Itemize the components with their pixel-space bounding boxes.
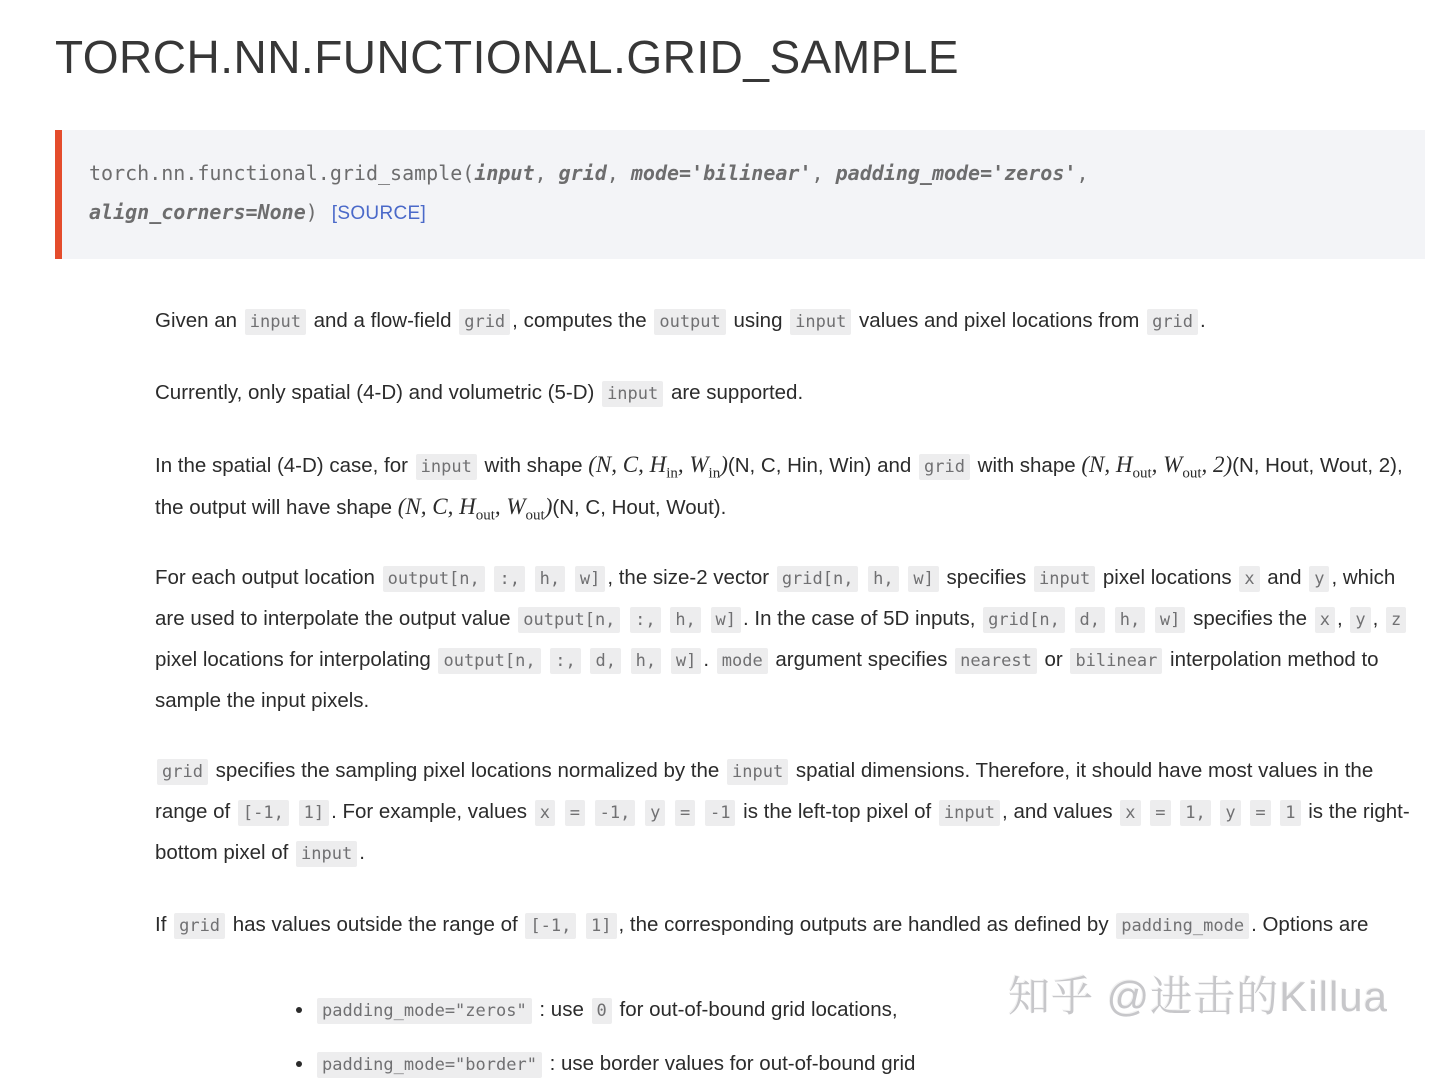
padding-mode-options-list bbox=[155, 990, 1422, 1085]
inline-code: input bbox=[416, 454, 477, 480]
inline-code: y bbox=[1350, 607, 1370, 633]
inline-code: output[n, bbox=[518, 607, 620, 633]
list-item: • padding_mode="border" : use border values for out-of-bound grid bbox=[315, 1044, 1422, 1085]
source-link[interactable]: [SOURCE] bbox=[331, 203, 427, 224]
paragraph: For each output location output[n, :, h, w] , the size-2 vector grid[n, h, w] specifies input pixel locations x and y , which are used to interpolate the output value output[n, :, h, w] . In the case of 5D inputs, grid[n, d, h, w] specifies the x , y , z pixel locations for interpolating output[n, :, d, h, w] . mode argument specifies nearest or bilinear interpolation method to sample the input pixels. bbox=[155, 558, 1422, 720]
inline-code: output bbox=[654, 309, 725, 335]
inline-code: 1] bbox=[299, 800, 329, 826]
signature-param: padding_mode='zeros' bbox=[835, 161, 1077, 185]
inline-code: 1 bbox=[1280, 800, 1300, 826]
inline-code: :, bbox=[494, 566, 524, 592]
inline-code: x bbox=[1239, 566, 1259, 592]
inline-code: [-1, bbox=[525, 913, 576, 939]
inline-code: grid bbox=[174, 913, 225, 939]
signature-param: align_corners=None bbox=[89, 200, 306, 224]
doc-body bbox=[155, 301, 1422, 1085]
paragraph: If grid has values outside the range of [-1, 1] , the corresponding outputs are handled as defined by padding_mode . Options are bbox=[155, 905, 1422, 946]
function-name: torch.nn.functional.grid_sample( bbox=[89, 161, 475, 185]
inline-code: -1, bbox=[595, 800, 636, 826]
inline-code: input bbox=[245, 309, 306, 335]
inline-code: :, bbox=[630, 607, 660, 633]
inline-code: 1, bbox=[1180, 800, 1210, 826]
math-expression: (N, $H_{out}$, $W_{out}$, 2) bbox=[1081, 452, 1233, 482]
watermark: 知乎 @进击的Killua bbox=[1008, 973, 1389, 1020]
inline-code: grid bbox=[459, 309, 510, 335]
function-signature-box bbox=[55, 130, 1425, 259]
list-item: • padding_mode="zeros" : use 0 for out-of-bound grid locations, bbox=[315, 990, 1422, 1031]
paragraph: Currently, only spatial (4-D) and volumetric (5-D) input are supported. bbox=[155, 373, 1422, 414]
inline-code: 1] bbox=[586, 913, 616, 939]
inline-code: d, bbox=[590, 648, 620, 674]
inline-code: input bbox=[939, 800, 1000, 826]
paragraph: In the spatial (4-D) case, for input with shape (N, C, $H_{in}$, $W_{in})(N$, C, Hin, Win) and grid with shape (N, $H_{out}$, $W_{out}$, 2)(N, Hout, Wout, 2), the output will have shape (N, C, $H_{out}$, $W_{out})(N$, C, Hout, Wout). bbox=[155, 452, 1403, 524]
inline-code: h, bbox=[1115, 607, 1145, 633]
inline-code: input bbox=[602, 381, 663, 407]
inline-code: h, bbox=[670, 607, 700, 633]
inline-code: w] bbox=[671, 648, 701, 674]
inline-code: = bbox=[675, 800, 695, 826]
inline-code: = bbox=[565, 800, 585, 826]
paragraph: Given an input and a flow-field grid , computes the output using input values and pixel locations from grid . bbox=[155, 301, 1422, 342]
inline-code: w] bbox=[908, 566, 938, 592]
inline-code: input bbox=[1034, 566, 1095, 592]
inline-code: nearest bbox=[955, 648, 1037, 674]
inline-code: :, bbox=[550, 648, 580, 674]
inline-code: x bbox=[1315, 607, 1335, 633]
inline-code: bilinear bbox=[1070, 648, 1162, 674]
inline-code: grid bbox=[919, 454, 970, 480]
inline-code: input bbox=[727, 759, 788, 785]
inline-code: y bbox=[1309, 566, 1329, 592]
inline-code: x bbox=[535, 800, 555, 826]
inline-code: h, bbox=[868, 566, 898, 592]
inline-code: padding_mode="border" bbox=[317, 1052, 542, 1078]
inline-code: grid[n, bbox=[983, 607, 1065, 633]
inline-code: output[n, bbox=[383, 566, 485, 592]
signature-param: mode='bilinear' bbox=[630, 161, 812, 185]
inline-code: y bbox=[1220, 800, 1240, 826]
inline-code: grid[n, bbox=[777, 566, 859, 592]
inline-code: padding_mode="zeros" bbox=[317, 998, 532, 1024]
paragraphs-container bbox=[155, 301, 1422, 946]
function-signature: torch.nn.functional.grid_sample(input, grid, mode='bilinear', padding_mode='zeros', align_corners=None) [SOURCE] bbox=[89, 161, 1089, 224]
inline-code: y bbox=[645, 800, 665, 826]
inline-code: input bbox=[790, 309, 851, 335]
inline-code: z bbox=[1386, 607, 1406, 633]
paragraph: grid specifies the sampling pixel locations normalized by the input spatial dimensions. Therefore, it should have most values in the range of [-1, 1] . For example, values x = -1, y = -1 is the left-top pixel of input , and values x = 1, y = 1 is the right-bottom pixel of input . bbox=[155, 751, 1422, 874]
signature-param: grid bbox=[558, 161, 607, 185]
inline-code: = bbox=[1150, 800, 1170, 826]
inline-code: -1 bbox=[705, 800, 735, 826]
inline-code: mode bbox=[717, 648, 768, 674]
inline-code: [-1, bbox=[238, 800, 289, 826]
inline-code: grid bbox=[157, 759, 208, 785]
page-title: TORCH.NN.FUNCTIONAL.GRID_SAMPLE bbox=[55, 31, 960, 83]
inline-code: d, bbox=[1075, 607, 1105, 633]
inline-code: output[n, bbox=[438, 648, 540, 674]
inline-code: h, bbox=[631, 648, 661, 674]
math-expression: (N, C, $H_{out}$, $W_{out}$) bbox=[397, 494, 553, 524]
inline-code: x bbox=[1120, 800, 1140, 826]
inline-code: input bbox=[296, 841, 357, 867]
inline-code: = bbox=[1250, 800, 1270, 826]
inline-code: w] bbox=[711, 607, 741, 633]
inline-code: w] bbox=[575, 566, 605, 592]
inline-code: h, bbox=[535, 566, 565, 592]
inline-code: grid bbox=[1147, 309, 1198, 335]
inline-code: padding_mode bbox=[1116, 913, 1249, 939]
math-expression: (N, C, $H_{in}$, $W_{in}$) bbox=[588, 452, 728, 482]
inline-code: w] bbox=[1155, 607, 1185, 633]
signature-param: input bbox=[474, 161, 535, 185]
inline-code: 0 bbox=[592, 998, 612, 1024]
